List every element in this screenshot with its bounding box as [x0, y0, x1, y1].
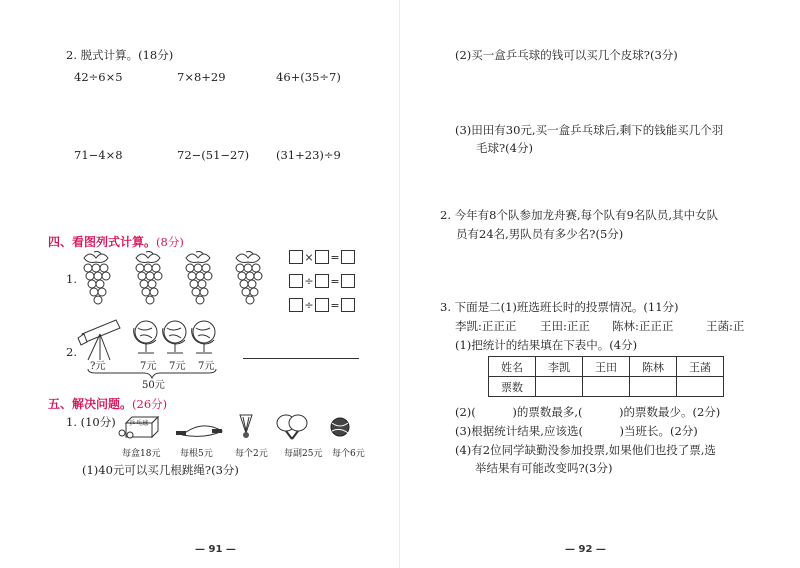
divide-sign: ÷ — [304, 298, 314, 312]
page-number-left: — 91 — — [195, 544, 236, 555]
price-globe-2: 7元 — [169, 361, 186, 372]
item-price-3: 每个2元 — [235, 449, 268, 459]
answer-box[interactable] — [315, 250, 329, 264]
equals-sign: = — [330, 274, 340, 288]
equals-sign: = — [330, 298, 340, 312]
section-5-title: 五、解决问题。 — [48, 397, 133, 411]
answer-box[interactable] — [315, 274, 329, 288]
item-price-1: 每盒18元 — [122, 449, 161, 459]
grape-bunch-4 — [236, 252, 262, 305]
answer-box[interactable] — [289, 250, 303, 264]
vote-count-cell[interactable] — [583, 377, 630, 397]
tally-likai: 李凯:正正正 — [455, 319, 517, 333]
paddles-icon — [277, 415, 307, 439]
expr-1: 42÷6×5 — [74, 70, 123, 84]
grapes-illustration — [76, 248, 286, 310]
tally-wanghan: 王菡:正 — [706, 319, 745, 333]
box-label: 乒乓球 — [129, 419, 149, 427]
question-3-part4-line2: 举结果有可能改变吗?(3分) — [475, 461, 613, 475]
price-unknown: ?元 — [90, 361, 106, 372]
q2-title: 2. 脱式计算。(18分) — [66, 48, 174, 62]
total-price: 50元 — [142, 380, 165, 391]
globe-icon — [134, 321, 157, 353]
equation-row-1 — [289, 249, 355, 265]
item-price-4: 每副25元 — [284, 449, 323, 459]
expr-2: 7×8+29 — [177, 70, 226, 84]
section-4-title: 四、看图列式计算。 — [48, 235, 157, 249]
page-fold — [399, 0, 400, 568]
question-3-title: 3. 下面是二(1)班选班长时的投票情况。(11分) — [440, 300, 679, 314]
sec5-q1: 1. (10分) — [66, 415, 116, 429]
answer-box[interactable] — [315, 298, 329, 312]
globe-icon — [192, 321, 215, 353]
table-row — [489, 377, 724, 397]
answer-box[interactable] — [289, 274, 303, 288]
question-3-part4-line1: (4)有2位同学缺勤没参加投票,如果他们也投了票,选 — [455, 443, 716, 457]
question-3-part2: (2)( )的票数最多,( )的票数最少。(2分) — [455, 405, 721, 419]
items-illustration — [118, 411, 358, 443]
sec4-q1-number: 1. — [66, 272, 77, 286]
equation-row-3 — [289, 297, 355, 313]
equation-row-2 — [289, 273, 355, 289]
sec4-q2-number: 2. — [66, 345, 77, 359]
price-globe-1: 7元 — [140, 361, 157, 372]
table-header-cell: 王菡 — [677, 357, 724, 377]
globe-icon — [163, 321, 186, 353]
answer-box[interactable] — [341, 298, 355, 312]
jump-rope-icon — [176, 426, 222, 436]
table-row — [489, 357, 724, 377]
telescope-icon — [78, 320, 120, 360]
sec5-sub1: (1)40元可以买几根跳绳?(3分) — [82, 463, 239, 477]
table-row-label: 票数 — [489, 377, 536, 397]
tally-wangtian: 王田:正正 — [540, 319, 590, 333]
page-number-right: — 92 — — [565, 544, 606, 555]
expr-3: 46+(35÷7) — [276, 70, 341, 84]
question-3-part1: (1)把统计的结果填在下表中。(4分) — [455, 338, 638, 352]
expr-6: (31+23)÷9 — [276, 148, 341, 162]
section-4-score: (8分) — [156, 235, 184, 249]
item-price-5: 每个6元 — [332, 449, 365, 459]
table-header-cell: 姓名 — [489, 357, 536, 377]
answer-box[interactable] — [289, 298, 303, 312]
sub-question-3-line1: (3)田田有30元,买一盒乒乓球后,剩下的钱能买几个羽 — [455, 123, 724, 137]
section-5-heading — [48, 393, 167, 412]
table-header-cell: 李凯 — [536, 357, 583, 377]
table-header-cell: 王田 — [583, 357, 630, 377]
tally-chenlin: 陈林:正正正 — [612, 319, 674, 333]
expr-5: 72−(51−27) — [177, 148, 250, 162]
question-2-line1: 2. 今年有8个队参加龙舟赛,每个队有9名队员,其中女队 — [440, 208, 719, 222]
section-5-score: (26分) — [132, 397, 168, 411]
equation-boxes — [289, 249, 355, 321]
divide-sign: ÷ — [304, 274, 314, 288]
grape-bunch-2 — [136, 252, 162, 305]
vote-table — [488, 356, 724, 397]
vote-count-cell[interactable] — [536, 377, 583, 397]
ball-icon — [331, 418, 349, 436]
times-sign: × — [304, 250, 314, 264]
price-globe-3: 7元 — [198, 361, 215, 372]
grape-bunch-1 — [84, 252, 110, 305]
shuttlecock-icon — [240, 415, 252, 438]
equals-sign: = — [330, 250, 340, 264]
sub-question-3-line2: 毛球?(4分) — [476, 141, 533, 155]
question-2-line2: 员有24名,男队员有多少名?(5分) — [456, 227, 624, 241]
vote-count-cell[interactable] — [677, 377, 724, 397]
grape-bunch-3 — [186, 252, 212, 305]
answer-line[interactable] — [243, 358, 359, 359]
item-price-2: 每根5元 — [180, 449, 213, 459]
question-3-part3: (3)根据统计结果,应该选( )当班长。(2分) — [455, 424, 698, 438]
answer-box[interactable] — [341, 250, 355, 264]
table-header-cell: 陈林 — [630, 357, 677, 377]
expr-4: 71−4×8 — [74, 148, 123, 162]
sub-question-2: (2)买一盒乒乓球的钱可以买几个皮球?(3分) — [455, 48, 678, 62]
answer-box[interactable] — [341, 274, 355, 288]
vote-count-cell[interactable] — [630, 377, 677, 397]
